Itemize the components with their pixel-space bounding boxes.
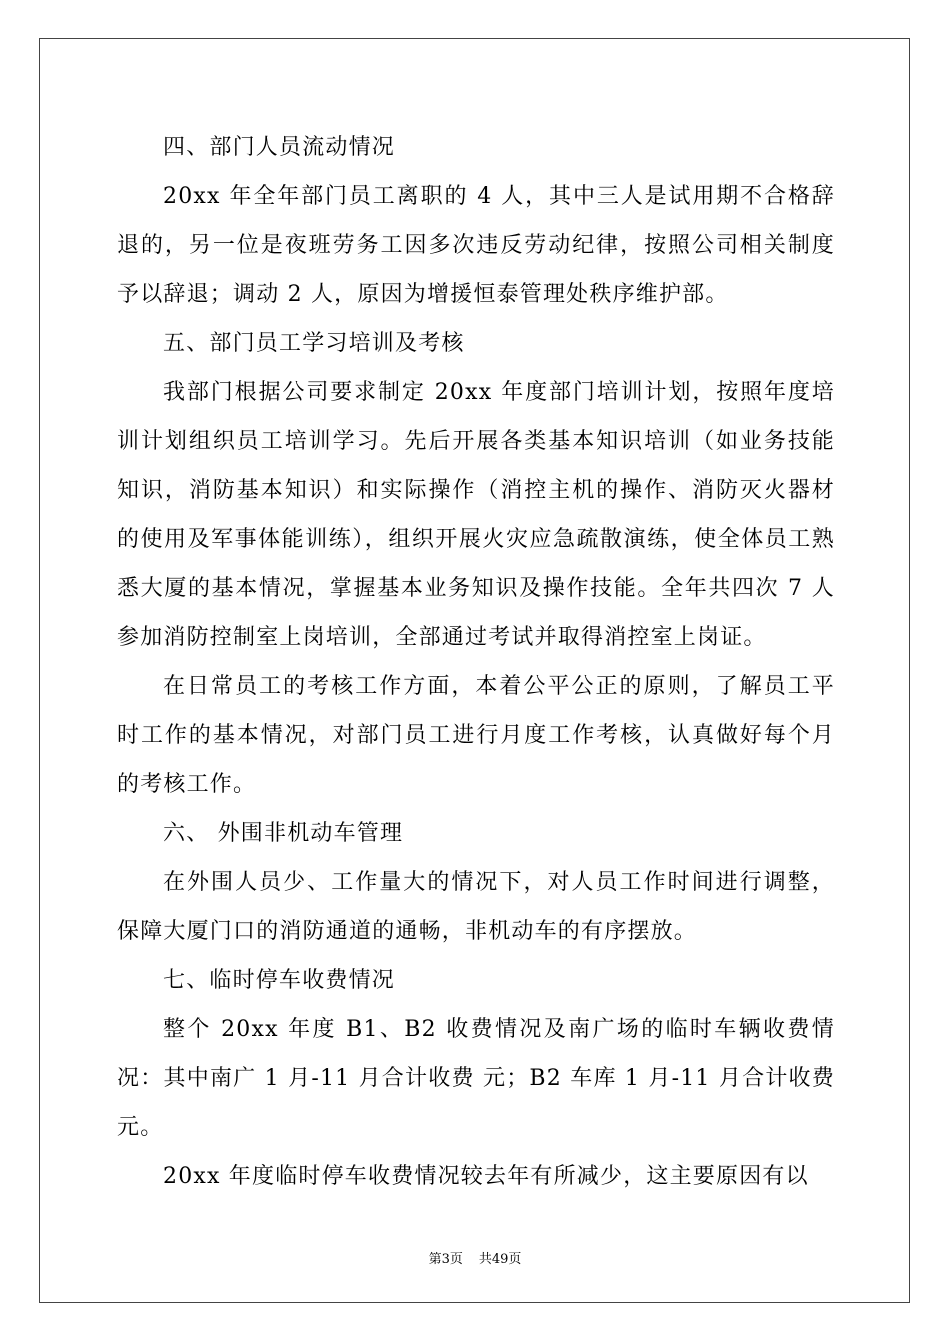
section-heading-7: 七、临时停车收费情况 [163,968,396,993]
page-footer [0,1248,950,1267]
section-heading-5: 五、部门员工学习培训及考核 [163,331,465,356]
page-number: 第3页 [428,1252,463,1267]
paragraph-parking-decrease: 20xx 年度临时停车收费情况较去年有所减少，这主要原因有以 [163,1164,809,1189]
section-heading-4: 四、部门人员流动情况 [163,135,396,160]
section-heading-6: 六、 外围非机动车管理 [163,821,404,846]
paragraph-bicycle-management: 在外围人员少、工作量大的情况下，对人员工作时间进行调整，保障大厦门口的消防通道的通畅，非机动车的有序摆放。 [117,870,835,944]
document-body [117,123,835,1201]
paragraph-parking-fees: 整个 20xx 年度 B1、B2 收费情况及南广场的临时车辆收费情况：其中南广 1 月-11 月合计收费 元；B2 车库 1 月-11 月合计收费 元。 [117,1017,835,1140]
paragraph-staff-turnover: 20xx 年全年部门员工离职的 4 人，其中三人是试用期不合格辞退的，另一位是夜班劳务工因多次违反劳动纪律，按照公司相关制度予以辞退；调动 2 人，原因为增援恒泰管理处秩序维护部。 [117,184,835,307]
paragraph-training-plan: 我部门根据公司要求制定 20xx 年度部门培训计划，按照年度培训计划组织员工培训学习。先后开展各类基本知识培训（如业务技能知识，消防基本知识）和实际操作（消控主机的操作、消防灭火器材的使用及军事体能训练），组织开展火灾应急疏散演练，使全体员工熟悉大厦的基本情况，掌握基本业务知识及操作技能。全年共四次 7 人参加消防控制室上岗培训，全部通过考试并取得消控室上岗证。 [117,380,835,650]
total-pages: 共49页 [478,1252,522,1267]
paragraph-assessment: 在日常员工的考核工作方面，本着公平公正的原则，了解员工平时工作的基本情况，对部门员工进行月度工作考核，认真做好每个月的考核工作。 [117,674,835,797]
